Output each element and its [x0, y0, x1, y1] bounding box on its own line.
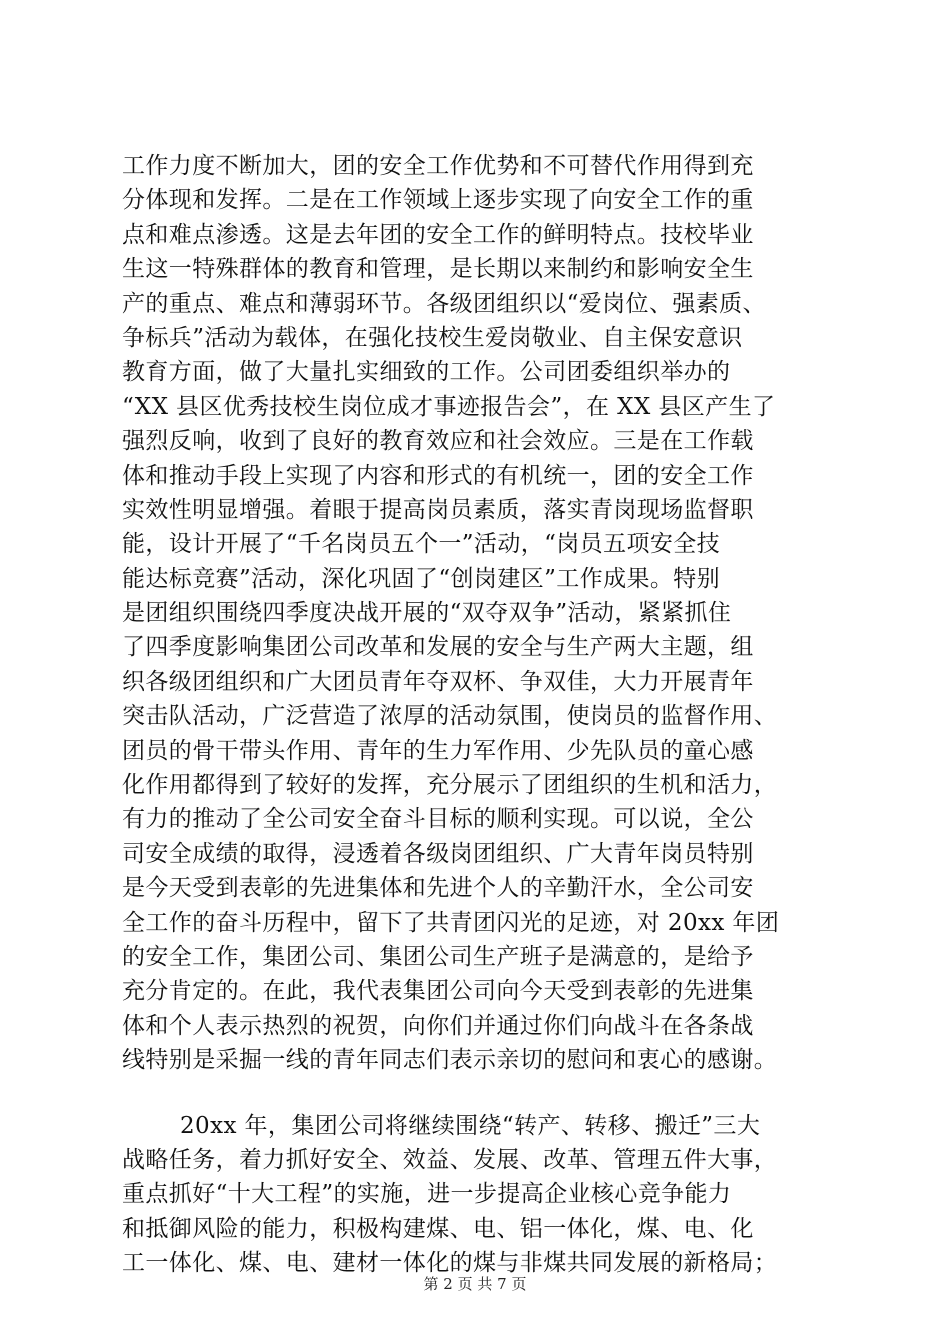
text-line: 强烈反响，收到了良好的教育效应和社会效应。三是在工作载: [122, 428, 754, 455]
document-body: [122, 149, 842, 1281]
paragraph: [122, 149, 842, 1078]
text-line: 点和难点渗透。这是去年团的安全工作的鲜明特点。技校毕业: [122, 221, 754, 248]
text-line: 生这一特殊群体的教育和管理，是长期以来制约和影响安全生: [122, 256, 754, 283]
text-line: 体和推动手段上实现了内容和形式的有机统一，团的安全工作: [122, 462, 754, 489]
text-line: 化作用都得到了较好的发挥，充分展示了团组织的生机和活力，: [122, 772, 778, 799]
text-line: 是团组织围绕四季度决战开展的“双夺双争”活动，紧紧抓住: [122, 600, 732, 627]
text-line: 突击队活动，广泛营造了浓厚的活动氛围，使岗员的监督作用、: [122, 703, 778, 730]
text-line: 的安全工作，集团公司、集团公司生产班子是满意的，是给予: [122, 943, 754, 970]
paragraph-gap: [122, 1078, 842, 1109]
text-line: 争标兵”活动为载体，在强化技校生爱岗敬业、自主保安意识: [122, 324, 743, 351]
text-line: 能，设计开展了“千名岗员五个一”活动，“岗员五项安全技: [122, 531, 721, 558]
text-line: 司安全成绩的取得，浸透着各级岗团组织、广大青年岗员特别: [122, 840, 754, 867]
text-line: 团员的骨干带头作用、青年的生力军作用、少先队员的童心感: [122, 737, 754, 764]
text-line: 20xx 年，集团公司将继续围绕“转产、转移、搬迁”三大: [180, 1112, 761, 1139]
text-line: 是今天受到表彰的先进集体和先进个人的辛勤汗水，全公司安: [122, 875, 754, 902]
text-line: 全工作的奋斗历程中，留下了共青团闪光的足迹，对 20xx 年团: [122, 909, 780, 936]
text-line: 织各级团组织和广大团员青年夺双杯、争双佳，大力开展青年: [122, 668, 754, 695]
text-line: 能达标竞赛”活动，深化巩固了“创岗建区”工作成果。特别: [122, 565, 721, 592]
text-line: “XX 县区优秀技校生岗位成才事迹报告会”，在 XX 县区产生了: [122, 393, 776, 420]
text-line: 了四季度影响集团公司改革和发展的安全与生产两大主题，组: [122, 634, 754, 661]
text-line: 工作力度不断加大，团的安全工作优势和不可替代作用得到充: [122, 153, 754, 179]
text-line: 有力的推动了全公司安全奋斗目标的顺利实现。可以说，全公: [122, 806, 754, 833]
text-line: 实效性明显增强。着眼于提高岗员素质，落实青岗现场监督职: [122, 496, 754, 523]
text-line: 体和个人表示热烈的祝贺，向你们并通过你们向战斗在各条战: [122, 1012, 754, 1039]
text-line: 工一体化、煤、电、建材一体化的煤与非煤共同发展的新格局；: [122, 1250, 778, 1277]
text-line: 和抵御风险的能力，积极构建煤、电、铝一体化，煤、电、化: [122, 1215, 754, 1242]
text-line: 教育方面，做了大量扎实细致的工作。公司团委组织举办的: [122, 359, 731, 386]
text-line: 线特别是采掘一线的青年同志们表示亲切的慰问和衷心的感谢。: [122, 1047, 778, 1074]
text-line: 重点抓好“十大工程”的实施，进一步提高企业核心竞争能力: [122, 1181, 732, 1208]
text-line: 充分肯定的。在此，我代表集团公司向今天受到表彰的先进集: [122, 978, 754, 1005]
page-footer: 第 2 页 共 7 页: [423, 1275, 527, 1293]
text-line: 战略任务，着力抓好安全、效益、发展、改革、管理五件大事，: [122, 1146, 778, 1173]
text-line: 分体现和发挥。二是在工作领域上逐步实现了向安全工作的重: [122, 187, 754, 214]
text-line: 产的重点、难点和薄弱环节。各级团组织以“爱岗位、强素质、: [122, 290, 766, 317]
paragraph: [122, 1109, 842, 1281]
